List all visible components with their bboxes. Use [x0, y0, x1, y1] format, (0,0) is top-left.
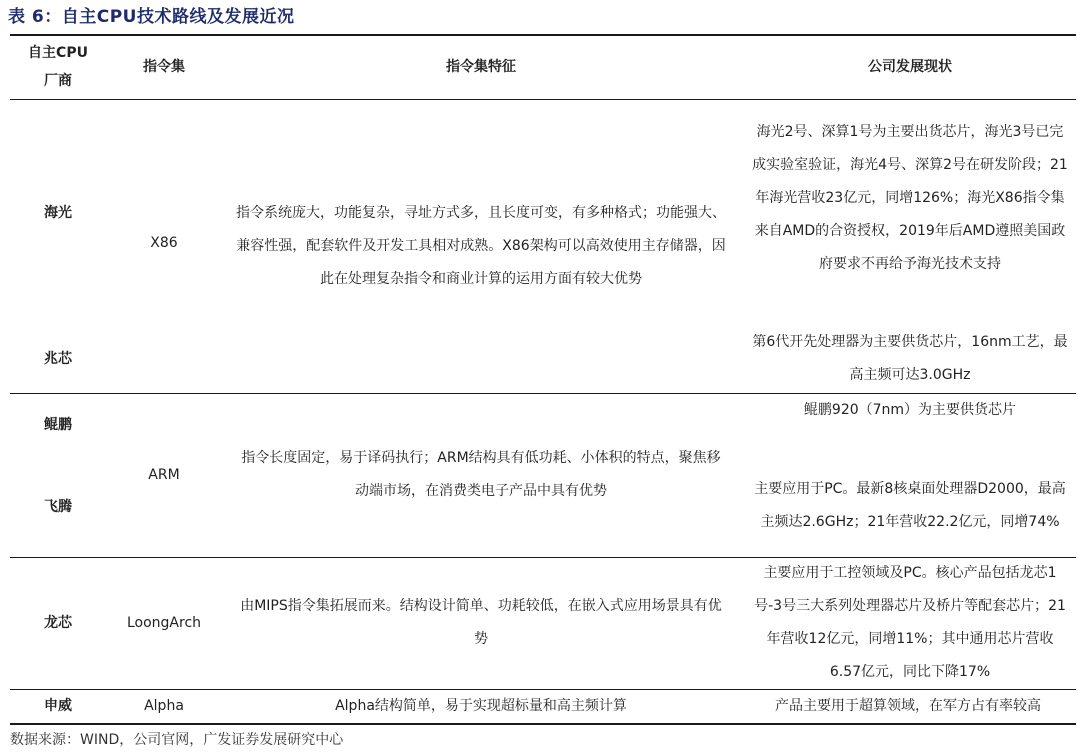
- table-title: 表 6：自主CPU技术路线及发展近况: [8, 7, 295, 27]
- feature-arm: 指令长度固定，易于译码执行；ARM结构具有低功耗、小体积的特点，聚焦移动端市场，在消费类电子产品中具有优势: [241, 450, 721, 499]
- header-status: 公司发展现状: [868, 58, 952, 75]
- data-source-note: 数据来源：WIND，公司官网，广发证券发展研究中心: [10, 732, 344, 748]
- vendor-kunpeng: 鲲鹏: [44, 416, 72, 433]
- vendor-sunway: 申威: [44, 697, 72, 714]
- status-zhaoxin: 第6代开先处理器为主要供货芯片，16nm工艺，最高主频可达3.0GHz: [752, 334, 1068, 383]
- feature-loongarch: 由MIPS指令集拓展而来。结构设计简单、功耗较低，在嵌入式应用场景具有优势: [240, 598, 722, 647]
- header-vendor-line1: 自主CPU: [28, 45, 88, 61]
- status-hygon: 海光2号、深算1号为主要出货芯片，海光3号已完成实验室验证，海光4号、深算2号在研发阶段；21年海光营收23亿元，同增126%；海光X86指令集来自AMD的合资授权，2019年后AMD遵照美国政府要求不再给予海光技术支持: [752, 123, 1068, 272]
- vendor-zhaoxin: 兆芯: [44, 350, 72, 367]
- feature-x86: 指令系统庞大，功能复杂，寻址方式多，且长度可变，有多种格式；功能强大、兼容性强，配套软件及开发工具相对成熟。X86架构可以高效使用主存储器，因此在处理复杂指令和商业计算的运用方面有较大优势: [236, 204, 726, 287]
- isa-alpha: Alpha: [144, 697, 184, 714]
- header-feature: 指令集特征: [446, 58, 516, 75]
- isa-arm: ARM: [148, 466, 180, 483]
- header-isa: 指令集: [143, 58, 185, 75]
- status-phytium: 主要应用于PC。最新8核桌面处理器D2000，最高主频达2.6GHz；21年营收22.2亿元，同增74%: [754, 481, 1066, 530]
- feature-alpha: Alpha结构简单，易于实现超标量和高主频计算: [335, 697, 627, 714]
- header-vendor: [14, 36, 102, 98]
- vendor-loongson: 龙芯: [44, 614, 72, 631]
- vendor-hygon: 海光: [44, 204, 72, 221]
- header-vendor-line2: 厂商: [44, 73, 72, 89]
- isa-loongarch: LoongArch: [126, 614, 202, 631]
- vendor-phytium: 飞腾: [44, 498, 72, 515]
- bottom-rule: [10, 723, 1076, 725]
- status-sunway: 产品主要用于超算领域，在军方占有率较高: [775, 697, 1041, 714]
- status-loongson: 主要应用于工控领域及PC。核心产品包括龙芯1号-3号三大系列处理器芯片及桥片等配套芯片；21年营收12亿元，同增11%；其中通用芯片营收6.57亿元，同比下降17%: [754, 565, 1066, 680]
- isa-x86: X86: [150, 234, 178, 251]
- status-kunpeng: 鲲鹏920（7nm）为主要供货芯片: [803, 401, 1017, 418]
